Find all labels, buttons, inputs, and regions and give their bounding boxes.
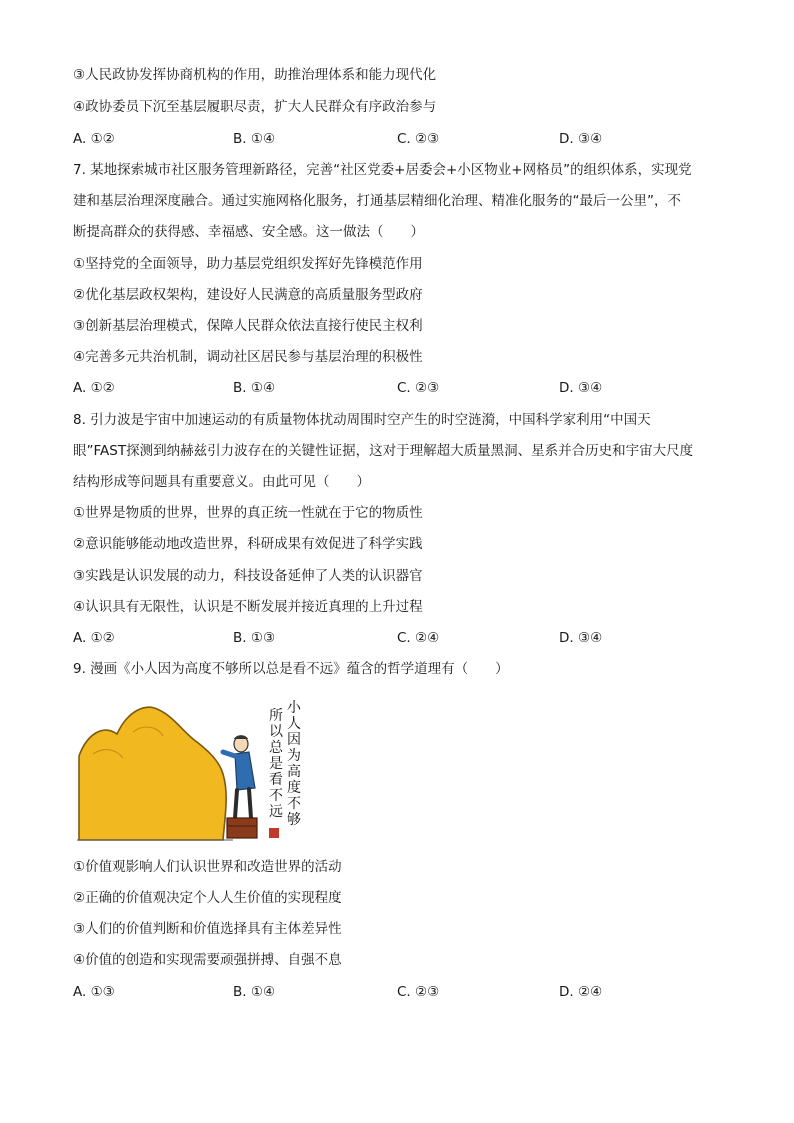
option-b: B. ①④ (233, 984, 276, 1000)
option-b: B. ①④ (233, 131, 276, 147)
option-b: B. ①④ (233, 380, 276, 396)
q9-stem: 9. 漫画《小人因为高度不够所以总是看不远》蕴含的哲学道理有（ ） (73, 661, 509, 677)
option-c: C. ②③ (397, 131, 440, 147)
small-person-figure (223, 735, 257, 838)
q8-stem-line-3: 结构形成等问题具有重要意义。由此可见（ ） (73, 474, 370, 490)
calligraphy-column-1: 小人因为高度不够 (287, 700, 301, 828)
q7-item-1: ①坚持党的全面领导，助力基层党组织发挥好先锋模范作用 (73, 256, 423, 272)
q8-item-4: ④认识具有无限性，认识是不断发展并接近真理的上升过程 (73, 599, 423, 615)
q7-stem-line-1: 7. 某地探索城市社区服务管理新路径，完善“社区党委+居委会+小区物业+网格员”的组织体系，实现党 (73, 162, 692, 178)
option-a: A. ①③ (73, 984, 115, 1000)
q6-options (73, 129, 733, 149)
q7-stem-line-3: 断提高群众的获得感、幸福感、安全感。这一做法（ ） (73, 224, 424, 240)
option-c: C. ②④ (397, 630, 440, 646)
q8-item-2: ②意识能够能动地改造世界，科研成果有效促进了科学实践 (73, 536, 423, 552)
cartoon-image (73, 694, 311, 844)
q7-item-3: ③创新基层治理模式，保障人民群众依法直接行使民主权利 (73, 318, 423, 334)
seal-stamp (269, 828, 279, 838)
q7-item-4: ④完善多元共治机制，调动社区居民参与基层治理的积极性 (73, 349, 423, 365)
option-a: A. ①② (73, 380, 115, 396)
calligraphy-column-2: 所以总是看不远 (269, 708, 283, 820)
option-c: C. ②③ (397, 380, 440, 396)
option-b: B. ①③ (233, 630, 276, 646)
option-d: D. ③④ (559, 380, 603, 396)
q7-stem-line-2: 建和基层治理深度融合。通过实施网格化服务，打通基层精细化治理、精准化服务的“最后一公里”，不 (73, 193, 681, 209)
q9-item-4: ④价值的创造和实现需要顽强拼搏、自强不息 (73, 952, 342, 968)
q8-options (73, 628, 733, 648)
q6-item-4: ④政协委员下沉至基层履职尽责，扩大人民群众有序政治参与 (73, 99, 437, 115)
option-d: D. ②④ (559, 984, 603, 1000)
q9-item-1: ①价值观影响人们认识世界和改造世界的活动 (73, 859, 342, 875)
option-d: D. ③④ (559, 131, 603, 147)
q7-item-2: ②优化基层政权架构，建设好人民满意的高质量服务型政府 (73, 287, 423, 303)
cartoon-calligraphy (269, 700, 302, 828)
option-c: C. ②③ (397, 984, 440, 1000)
mountain-shape (79, 707, 226, 840)
cartoon-drawing (73, 694, 311, 844)
q8-stem-line-2: 眼”FAST探测到纳赫兹引力波存在的关键性证据，这对于理解超大质量黑洞、星系并合历史和宇宙大尺度 (73, 443, 694, 459)
q8-item-1: ①世界是物质的世界，世界的真正统一性就在于它的物质性 (73, 505, 423, 521)
q8-stem-line-1: 8. 引力波是宇宙中加速运动的有质量物体扰动周围时空产生的时空涟漪，中国科学家利用“中国天 (73, 412, 651, 428)
option-a: A. ①② (73, 630, 115, 646)
q8-item-3: ③实践是认识发展的动力，科技设备延伸了人类的认识器官 (73, 568, 423, 584)
q6-item-3: ③人民政协发挥协商机构的作用，助推治理体系和能力现代化 (73, 67, 437, 83)
q7-options (73, 378, 733, 398)
option-a: A. ①② (73, 131, 115, 147)
q9-options (73, 982, 733, 1002)
q9-item-3: ③人们的价值判断和价值选择具有主体差异性 (73, 921, 342, 937)
option-d: D. ③④ (559, 630, 603, 646)
q9-item-2: ②正确的价值观决定个人人生价值的实现程度 (73, 890, 342, 906)
